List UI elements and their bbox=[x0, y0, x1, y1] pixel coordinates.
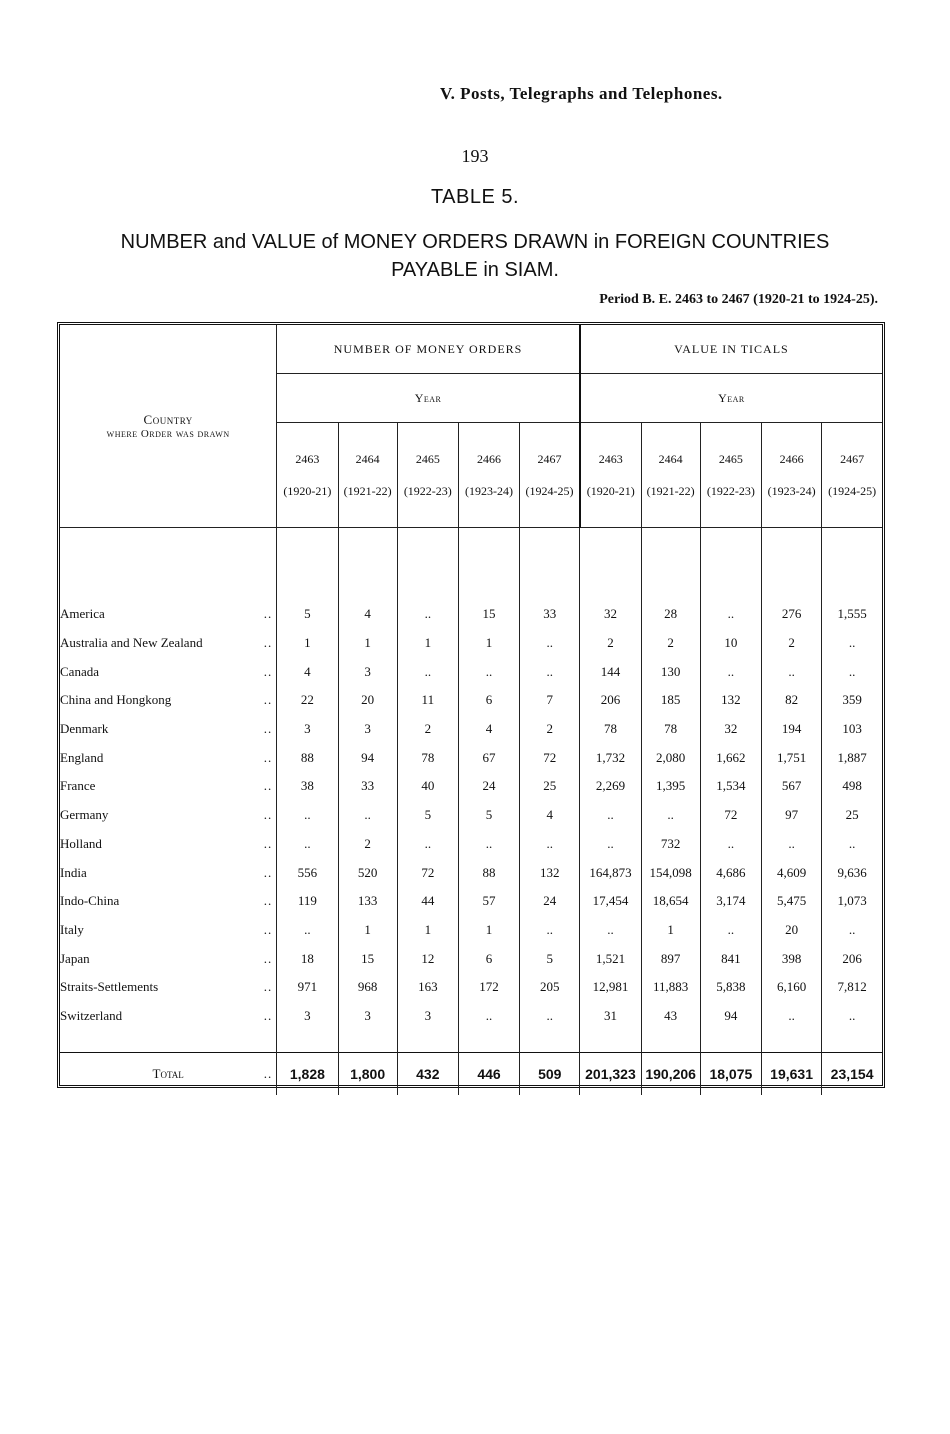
value-cell: 154,098 bbox=[641, 858, 700, 887]
table-title-line-1: NUMBER and VALUE of MONEY ORDERS DRAWN in FOREIGN COUNTRIES bbox=[120, 231, 830, 253]
country-name: Denmark bbox=[60, 721, 109, 737]
year-label: 2463 bbox=[295, 452, 320, 466]
period-label: (1922-23) bbox=[403, 484, 452, 498]
value-cell: .. bbox=[848, 835, 856, 851]
value-cell: .. bbox=[761, 830, 821, 859]
value-year-column-header bbox=[700, 423, 761, 528]
country-cell bbox=[60, 973, 277, 1002]
order-count-cell: 4 bbox=[277, 657, 338, 686]
value-cell: 10 bbox=[700, 629, 761, 658]
total-row bbox=[60, 1053, 882, 1096]
country-name: Indo-China bbox=[60, 893, 120, 909]
country-cell bbox=[60, 686, 277, 715]
value-group-header: VALUE IN TICALS bbox=[580, 325, 882, 374]
table-row bbox=[60, 629, 882, 658]
order-count-cell: 12 bbox=[397, 944, 458, 973]
order-count-cell: 72 bbox=[520, 743, 580, 772]
leader-dots: .. bbox=[263, 1066, 273, 1082]
period-label: (1920-21) bbox=[283, 484, 332, 498]
table-row bbox=[60, 715, 882, 744]
value-cell: 1,073 bbox=[837, 893, 867, 909]
value-cell: 5,475 bbox=[761, 887, 821, 916]
period-label: (1923-24) bbox=[767, 484, 816, 498]
order-count-cell: .. bbox=[458, 1002, 519, 1031]
value-cell: 276 bbox=[761, 600, 821, 629]
order-count-cell: 3 bbox=[338, 657, 397, 686]
spacer-row bbox=[60, 1030, 882, 1053]
value-cell: 20 bbox=[761, 916, 821, 945]
spacer-cell bbox=[397, 1030, 458, 1053]
country-name: Germany bbox=[60, 807, 109, 823]
value-cell: 18,654 bbox=[641, 887, 700, 916]
leader-dots: .. bbox=[263, 807, 273, 823]
year-label: 2464 bbox=[658, 452, 683, 466]
order-count-cell: .. bbox=[338, 801, 397, 830]
spacer-cell bbox=[60, 528, 277, 601]
order-count-cell: 2 bbox=[397, 715, 458, 744]
order-count-cell: 1 bbox=[338, 629, 397, 658]
country-name: France bbox=[60, 778, 96, 794]
country-cell bbox=[60, 715, 277, 744]
country-cell bbox=[60, 629, 277, 658]
order-count-cell: 520 bbox=[338, 858, 397, 887]
spacer-cell bbox=[641, 1030, 700, 1053]
table-row bbox=[60, 916, 882, 945]
country-name: Canada bbox=[60, 663, 99, 679]
number-year-column-header bbox=[338, 423, 397, 528]
table-row bbox=[60, 944, 882, 973]
value-cell: .. bbox=[580, 916, 641, 945]
value-cell: 4,686 bbox=[700, 858, 761, 887]
value-cell: .. bbox=[700, 916, 761, 945]
value-year-column-header bbox=[761, 423, 821, 528]
table-row bbox=[60, 743, 882, 772]
spacer-cell bbox=[397, 528, 458, 601]
value-cell: 28 bbox=[641, 600, 700, 629]
table-body bbox=[60, 528, 882, 1096]
order-count-cell: 15 bbox=[458, 600, 519, 629]
year-label: 2465 bbox=[415, 452, 440, 466]
leader-dots: .. bbox=[263, 606, 273, 622]
order-count-cell: 94 bbox=[338, 743, 397, 772]
value-year-header: Year bbox=[580, 374, 882, 423]
table-row bbox=[60, 830, 882, 859]
value-cell: .. bbox=[848, 663, 856, 679]
value-cell: .. bbox=[700, 600, 761, 629]
year-label: 2463 bbox=[598, 452, 623, 466]
country-name: Italy bbox=[60, 921, 84, 937]
leader-dots: .. bbox=[263, 979, 273, 995]
country-name: Switzerland bbox=[60, 1007, 123, 1023]
spacer-cell bbox=[700, 1030, 761, 1053]
country-cell bbox=[60, 830, 277, 859]
total-value-cell: 23,154 bbox=[822, 1053, 882, 1096]
order-count-cell: 2 bbox=[338, 830, 397, 859]
value-cell: 2,269 bbox=[580, 772, 641, 801]
country-name: Japan bbox=[60, 950, 90, 966]
value-cell: .. bbox=[848, 1007, 856, 1023]
value-cell: 78 bbox=[641, 715, 700, 744]
order-count-cell: .. bbox=[458, 830, 519, 859]
total-value-cell: 190,206 bbox=[641, 1053, 700, 1096]
spacer-cell bbox=[338, 528, 397, 601]
order-count-cell: 5 bbox=[520, 944, 580, 973]
value-cell: .. bbox=[700, 657, 761, 686]
number-year-column-header bbox=[458, 423, 519, 528]
table-row bbox=[60, 686, 882, 715]
order-count-cell: 3 bbox=[338, 1002, 397, 1031]
order-count-cell: 4 bbox=[338, 600, 397, 629]
value-cell: .. bbox=[848, 635, 856, 651]
spacer-cell bbox=[761, 528, 821, 601]
country-name: China and Hongkong bbox=[60, 692, 172, 708]
order-count-cell: .. bbox=[277, 916, 338, 945]
order-count-cell: 119 bbox=[277, 887, 338, 916]
period-label: (1923-24) bbox=[465, 484, 514, 498]
order-count-cell: .. bbox=[277, 830, 338, 859]
country-cell bbox=[60, 887, 277, 916]
year-label: 2466 bbox=[477, 452, 502, 466]
value-cell: 732 bbox=[641, 830, 700, 859]
leader-dots: .. bbox=[263, 663, 273, 679]
order-count-cell: 40 bbox=[397, 772, 458, 801]
order-count-cell: 67 bbox=[458, 743, 519, 772]
spacer-cell bbox=[458, 1030, 519, 1053]
value-cell: 1 bbox=[641, 916, 700, 945]
spacer-cell bbox=[458, 528, 519, 601]
value-cell: 94 bbox=[700, 1002, 761, 1031]
value-cell: 103 bbox=[842, 721, 862, 737]
spacer-cell bbox=[761, 1030, 821, 1053]
order-count-cell: 4 bbox=[520, 801, 580, 830]
spacer-cell bbox=[277, 528, 338, 601]
value-cell: 1,662 bbox=[700, 743, 761, 772]
leader-dots: .. bbox=[263, 692, 273, 708]
value-cell: 144 bbox=[580, 657, 641, 686]
order-count-cell: 88 bbox=[277, 743, 338, 772]
order-count-cell: 5 bbox=[458, 801, 519, 830]
order-count-cell: 971 bbox=[277, 973, 338, 1002]
value-cell: 2,080 bbox=[641, 743, 700, 772]
order-count-cell: 1 bbox=[458, 629, 519, 658]
order-count-cell: 6 bbox=[458, 944, 519, 973]
spacer-cell bbox=[520, 528, 580, 601]
value-cell: 32 bbox=[700, 715, 761, 744]
order-count-cell: .. bbox=[277, 801, 338, 830]
order-count-cell: .. bbox=[397, 600, 458, 629]
table-row bbox=[60, 600, 882, 629]
table-row bbox=[60, 801, 882, 830]
value-cell: 9,636 bbox=[837, 864, 867, 880]
value-cell: 7,812 bbox=[837, 979, 867, 995]
value-cell: 11,883 bbox=[641, 973, 700, 1002]
order-count-cell: .. bbox=[520, 830, 580, 859]
leader-dots: .. bbox=[263, 864, 273, 880]
order-count-cell: 1 bbox=[397, 629, 458, 658]
spacer-cell bbox=[641, 528, 700, 601]
country-cell bbox=[60, 801, 277, 830]
leader-dots: .. bbox=[263, 721, 273, 737]
value-cell: .. bbox=[580, 830, 641, 859]
spacer-cell bbox=[822, 528, 882, 601]
total-count-cell: 446 bbox=[458, 1053, 519, 1096]
value-cell: 185 bbox=[641, 686, 700, 715]
table-title-line-2: PAYABLE in SIAM. bbox=[391, 259, 559, 281]
order-count-cell: 1 bbox=[397, 916, 458, 945]
total-count-cell: 509 bbox=[520, 1053, 580, 1096]
spacer-cell bbox=[700, 528, 761, 601]
order-count-cell: 1 bbox=[277, 629, 338, 658]
value-cell: 1,555 bbox=[837, 606, 867, 622]
value-cell: 72 bbox=[700, 801, 761, 830]
country-cell bbox=[60, 944, 277, 973]
order-count-cell: 44 bbox=[397, 887, 458, 916]
country-column-header bbox=[60, 325, 277, 528]
order-count-cell: 133 bbox=[338, 887, 397, 916]
value-cell: 2 bbox=[641, 629, 700, 658]
value-year-column-header bbox=[822, 423, 882, 528]
value-cell: 78 bbox=[580, 715, 641, 744]
value-year-column-header bbox=[580, 423, 641, 528]
country-cell bbox=[60, 858, 277, 887]
order-count-cell: 18 bbox=[277, 944, 338, 973]
spacer-cell bbox=[580, 528, 641, 601]
spacer-cell bbox=[580, 1030, 641, 1053]
value-cell: .. bbox=[700, 830, 761, 859]
value-cell: 97 bbox=[761, 801, 821, 830]
order-count-cell: 968 bbox=[338, 973, 397, 1002]
order-count-cell: 3 bbox=[277, 715, 338, 744]
value-cell: 206 bbox=[842, 950, 862, 966]
leader-dots: .. bbox=[263, 778, 273, 794]
order-count-cell: 22 bbox=[277, 686, 338, 715]
total-count-cell: 432 bbox=[397, 1053, 458, 1096]
order-count-cell: 33 bbox=[338, 772, 397, 801]
value-cell: 25 bbox=[845, 807, 859, 823]
order-count-cell: 88 bbox=[458, 858, 519, 887]
value-cell: 897 bbox=[641, 944, 700, 973]
value-cell: 1,521 bbox=[580, 944, 641, 973]
order-count-cell: 163 bbox=[397, 973, 458, 1002]
total-count-cell: 1,800 bbox=[338, 1053, 397, 1096]
leader-dots: .. bbox=[263, 893, 273, 909]
order-count-cell: 11 bbox=[397, 686, 458, 715]
period-label: (1922-23) bbox=[706, 484, 755, 498]
order-count-cell: 57 bbox=[458, 887, 519, 916]
year-label: 2464 bbox=[355, 452, 380, 466]
value-cell: 1,534 bbox=[700, 772, 761, 801]
country-name: Holland bbox=[60, 835, 102, 851]
table-row bbox=[60, 1002, 882, 1031]
page-number: 193 bbox=[461, 146, 489, 166]
value-cell: 132 bbox=[700, 686, 761, 715]
total-label: Total bbox=[152, 1066, 184, 1082]
order-count-cell: .. bbox=[520, 657, 580, 686]
country-name: India bbox=[60, 864, 87, 880]
spacer-cell bbox=[277, 1030, 338, 1053]
value-cell: 164,873 bbox=[580, 858, 641, 887]
country-name: Straits-Settlements bbox=[60, 979, 159, 995]
value-cell: 130 bbox=[641, 657, 700, 686]
value-cell: 359 bbox=[842, 692, 862, 708]
period-label: (1924-25) bbox=[828, 484, 877, 498]
country-name: America bbox=[60, 606, 105, 622]
value-cell: .. bbox=[580, 801, 641, 830]
spacer-cell bbox=[822, 1030, 882, 1053]
value-cell: 31 bbox=[580, 1002, 641, 1031]
total-value-cell: 201,323 bbox=[580, 1053, 641, 1096]
order-count-cell: 78 bbox=[397, 743, 458, 772]
period-label: (1921-22) bbox=[343, 484, 392, 498]
order-count-cell: .. bbox=[520, 916, 580, 945]
leader-dots: .. bbox=[263, 635, 273, 651]
value-cell: 398 bbox=[761, 944, 821, 973]
order-count-cell: 38 bbox=[277, 772, 338, 801]
table-row bbox=[60, 657, 882, 686]
order-count-cell: 1 bbox=[458, 916, 519, 945]
value-cell: 206 bbox=[580, 686, 641, 715]
value-cell: .. bbox=[761, 1002, 821, 1031]
country-cell bbox=[60, 600, 277, 629]
value-cell: 498 bbox=[842, 778, 862, 794]
spacer-cell bbox=[60, 1030, 277, 1053]
country-cell bbox=[60, 772, 277, 801]
order-count-cell: 72 bbox=[397, 858, 458, 887]
order-count-cell: 556 bbox=[277, 858, 338, 887]
number-year-column-header bbox=[520, 423, 580, 528]
leader-dots: .. bbox=[263, 950, 273, 966]
order-count-cell: 24 bbox=[520, 887, 580, 916]
value-cell: 1,751 bbox=[761, 743, 821, 772]
order-count-cell: 5 bbox=[397, 801, 458, 830]
value-cell: 1,732 bbox=[580, 743, 641, 772]
total-label-cell bbox=[60, 1053, 277, 1096]
order-count-cell: .. bbox=[520, 1002, 580, 1031]
order-count-cell: 5 bbox=[277, 600, 338, 629]
value-cell: 3,174 bbox=[700, 887, 761, 916]
value-cell: .. bbox=[848, 921, 856, 937]
running-head: V. Posts, Telegraphs and Telephones. bbox=[440, 84, 723, 103]
table-row bbox=[60, 973, 882, 1002]
value-cell: 2 bbox=[580, 629, 641, 658]
order-count-cell: 2 bbox=[520, 715, 580, 744]
value-cell: 841 bbox=[700, 944, 761, 973]
order-count-cell: 6 bbox=[458, 686, 519, 715]
money-orders-table-frame bbox=[57, 322, 885, 1088]
order-count-cell: .. bbox=[458, 657, 519, 686]
value-cell: 1,395 bbox=[641, 772, 700, 801]
period-label: (1920-21) bbox=[586, 484, 635, 498]
year-label: 2465 bbox=[718, 452, 743, 466]
order-count-cell: 15 bbox=[338, 944, 397, 973]
country-name: Australia and New Zealand bbox=[60, 635, 203, 651]
order-count-cell: 25 bbox=[520, 772, 580, 801]
value-cell: 32 bbox=[580, 600, 641, 629]
year-label: 2466 bbox=[779, 452, 804, 466]
order-count-cell: 3 bbox=[338, 715, 397, 744]
value-cell: 17,454 bbox=[580, 887, 641, 916]
order-count-cell: 205 bbox=[520, 973, 580, 1002]
number-year-column-header bbox=[397, 423, 458, 528]
order-count-cell: 3 bbox=[277, 1002, 338, 1031]
country-header-line-1: Country bbox=[143, 412, 193, 427]
country-cell bbox=[60, 657, 277, 686]
leader-dots: .. bbox=[263, 1007, 273, 1023]
table-row bbox=[60, 858, 882, 887]
country-name: England bbox=[60, 749, 104, 765]
value-cell: 567 bbox=[761, 772, 821, 801]
order-count-cell: 24 bbox=[458, 772, 519, 801]
value-cell: 1,887 bbox=[837, 749, 867, 765]
order-count-cell: .. bbox=[397, 657, 458, 686]
value-cell: 43 bbox=[641, 1002, 700, 1031]
period-caption: Period B. E. 2463 to 2467 (1920-21 to 1924-25). bbox=[599, 292, 878, 307]
spacer-row bbox=[60, 528, 882, 601]
period-label: (1921-22) bbox=[646, 484, 695, 498]
value-cell: 6,160 bbox=[761, 973, 821, 1002]
year-label: 2467 bbox=[537, 452, 562, 466]
money-orders-table bbox=[60, 325, 882, 1095]
order-count-cell: 172 bbox=[458, 973, 519, 1002]
table-row bbox=[60, 772, 882, 801]
order-count-cell: .. bbox=[397, 830, 458, 859]
total-value-cell: 18,075 bbox=[700, 1053, 761, 1096]
number-year-column-header bbox=[277, 423, 338, 528]
leader-dots: .. bbox=[263, 921, 273, 937]
number-year-header: Year bbox=[277, 374, 580, 423]
order-count-cell: 4 bbox=[458, 715, 519, 744]
total-count-cell: 1,828 bbox=[277, 1053, 338, 1096]
period-label: (1924-25) bbox=[525, 484, 574, 498]
order-count-cell: 1 bbox=[338, 916, 397, 945]
value-cell: 2 bbox=[761, 629, 821, 658]
value-cell: 82 bbox=[761, 686, 821, 715]
value-cell: .. bbox=[641, 801, 700, 830]
total-value-cell: 19,631 bbox=[761, 1053, 821, 1096]
order-count-cell: 7 bbox=[520, 686, 580, 715]
table-row bbox=[60, 887, 882, 916]
order-count-cell: 33 bbox=[520, 600, 580, 629]
order-count-cell: 132 bbox=[520, 858, 580, 887]
value-cell: 12,981 bbox=[580, 973, 641, 1002]
spacer-cell bbox=[338, 1030, 397, 1053]
country-cell bbox=[60, 1002, 277, 1031]
number-group-header: NUMBER OF MONEY ORDERS bbox=[277, 325, 580, 374]
order-count-cell: 20 bbox=[338, 686, 397, 715]
country-cell bbox=[60, 916, 277, 945]
value-year-column-header bbox=[641, 423, 700, 528]
leader-dots: .. bbox=[263, 749, 273, 765]
leader-dots: .. bbox=[263, 835, 273, 851]
year-label: 2467 bbox=[840, 452, 865, 466]
order-count-cell: .. bbox=[520, 629, 580, 658]
value-cell: 4,609 bbox=[761, 858, 821, 887]
table-title bbox=[110, 228, 840, 284]
country-cell bbox=[60, 743, 277, 772]
spacer-cell bbox=[520, 1030, 580, 1053]
value-cell: .. bbox=[761, 657, 821, 686]
order-count-cell: 3 bbox=[397, 1002, 458, 1031]
value-cell: 194 bbox=[761, 715, 821, 744]
table-label: TABLE 5. bbox=[430, 186, 520, 208]
country-header-line-2: where Order was drawn bbox=[106, 428, 230, 440]
value-cell: 5,838 bbox=[700, 973, 761, 1002]
